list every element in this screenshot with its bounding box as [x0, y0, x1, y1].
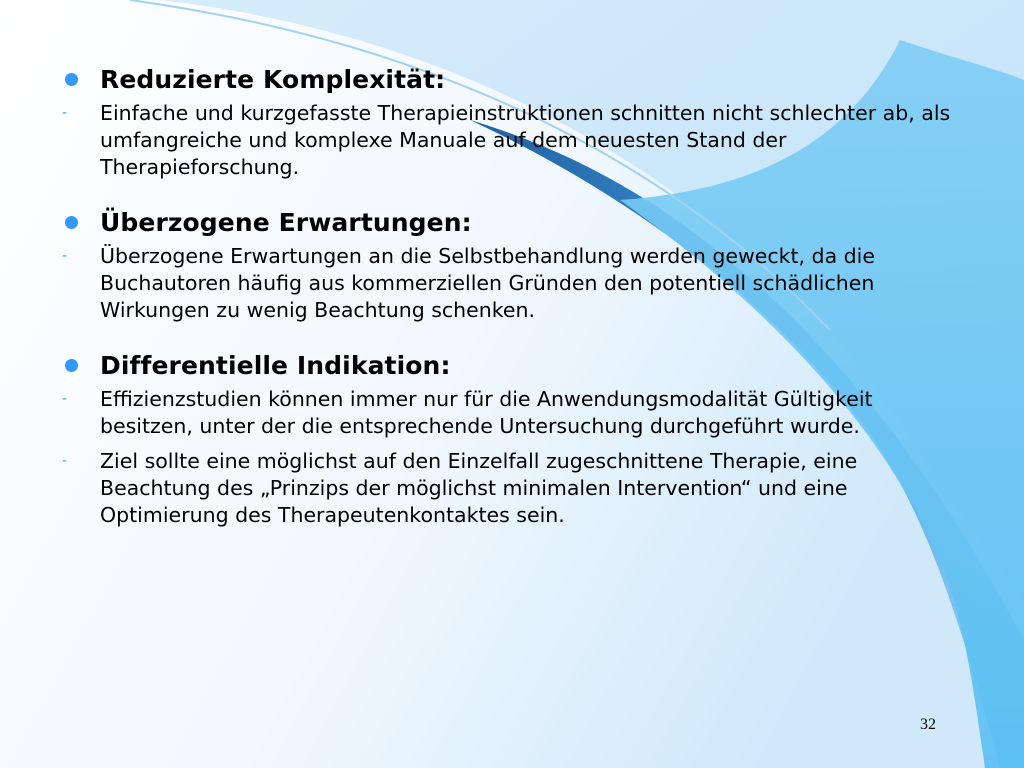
list-item [62, 448, 982, 529]
list-item [62, 243, 982, 324]
section-differential-indication [62, 346, 982, 529]
dash-icon: - [62, 105, 68, 121]
page-number: 32 [920, 716, 936, 733]
item-text: Einfache und kurzgefasste Therapieinstruktionen schnitten nicht schlechter ab, als umfangreiche und komplexe Manuale auf dem neuesten Stand der Therapieforschung. [100, 101, 951, 179]
section-heading [62, 346, 982, 384]
dash-icon: - [62, 248, 68, 264]
dash-icon: - [62, 453, 68, 469]
list-item [62, 100, 982, 181]
list-item [62, 386, 982, 440]
section-exaggerated-expectations [62, 203, 982, 324]
bullet-dot-icon [65, 73, 78, 86]
bullet-dot-icon [65, 359, 78, 372]
section-reduced-complexity [62, 60, 982, 181]
section-heading [62, 60, 982, 98]
item-text: Effizienzstudien können immer nur für die Anwendungsmodalität Gültigkeit besitzen, unter der die entsprechende Untersuchung durchgeführt wurde. [100, 387, 873, 438]
heading-text: Reduzierte Komplexität: [100, 64, 446, 94]
heading-text: Differentielle Indikation: [100, 350, 451, 380]
slide-content [62, 60, 982, 551]
item-text: Ziel sollte eine möglichst auf den Einzelfall zugeschnittene Therapie, eine Beachtung des „Prinzips der möglichst minimalen Intervention“ und eine Optimierung des Therapeutenkontaktes sein. [100, 449, 858, 527]
item-text: Überzogene Erwartungen an die Selbstbehandlung werden geweckt, da die Buchautoren häufig aus kommerziellen Gründen den potentiell schädlichen Wirkungen zu wenig Beachtung schenken. [100, 244, 875, 322]
section-heading [62, 203, 982, 241]
heading-text: Überzogene Erwartungen: [100, 207, 472, 237]
dash-icon: - [62, 391, 68, 407]
bullet-dot-icon [65, 216, 78, 229]
